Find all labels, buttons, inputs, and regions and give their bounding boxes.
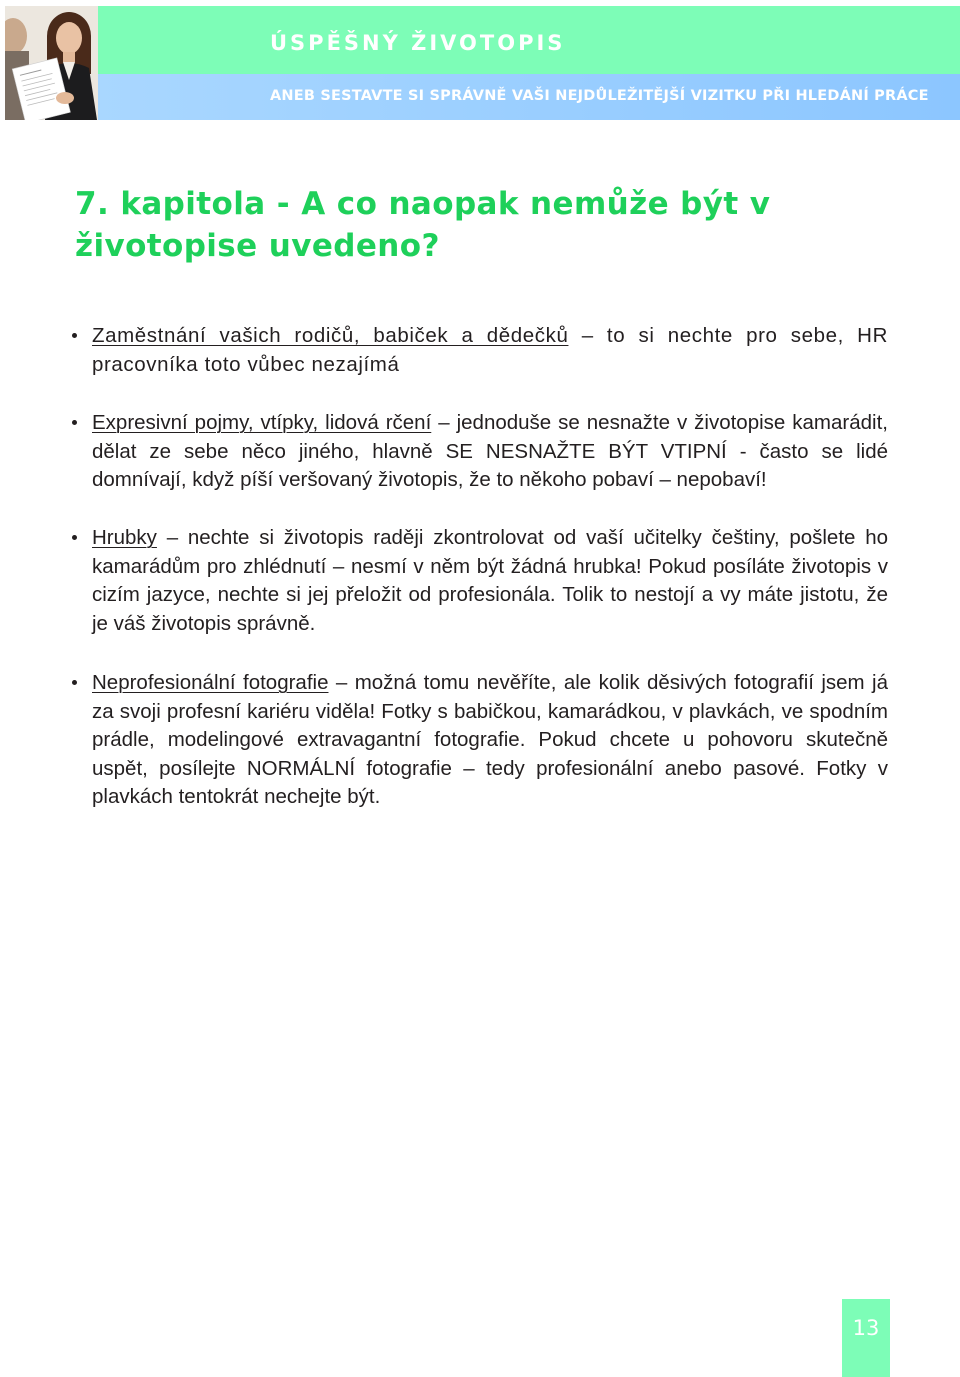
bullet-dot bbox=[72, 333, 77, 338]
bullet-dot bbox=[72, 680, 77, 685]
list-item-body: – jednoduše se nesnažte v životopise kamarádit, dělat ze sebe něco jiného, hlavně SE NESNAŽTE BÝT VTIPNÍ - často se lidé domnívají, když píší veršovaný životopis, že to někoho pobaví – nepobaví! bbox=[92, 411, 888, 492]
header-subtitle: ANEB SESTAVTE SI SPRÁVNĚ VAŠI NEJDŮLEŽITĚJŠÍ VIZITKU PŘI HLEDÁNÍ PRÁCE bbox=[270, 88, 929, 104]
list-item-lead: Hrubky bbox=[92, 526, 157, 549]
list-item-text bbox=[92, 524, 888, 638]
list-item bbox=[92, 322, 888, 379]
header-title: ÚSPĚŠNÝ ŽIVOTOPIS bbox=[270, 31, 566, 55]
chapter-title: 7. kapitola - A co naopak nemůže být v životopise uvedeno? bbox=[75, 186, 771, 264]
header-photo-interview bbox=[5, 6, 98, 120]
list-item-lead: Neprofesionální fotografie bbox=[92, 671, 329, 694]
list-item-lead: Zaměstnání vašich rodičů, babiček a dědečků bbox=[92, 324, 569, 347]
page-number-badge bbox=[842, 1299, 890, 1377]
list-item bbox=[92, 669, 888, 812]
list-item-lead: Expresivní pojmy, vtípky, lidová rčení bbox=[92, 411, 432, 434]
list-item-body: – to si nechte pro sebe, HR pracovníka toto vůbec nezajímá bbox=[92, 324, 888, 376]
list-item-text bbox=[92, 322, 888, 379]
list-item bbox=[92, 409, 888, 495]
list-item-text bbox=[92, 669, 888, 812]
page-number: 13 bbox=[852, 1316, 880, 1340]
interview-photo-illustration bbox=[5, 6, 98, 120]
bullet-dot bbox=[72, 535, 77, 540]
bullet-dot bbox=[72, 420, 77, 425]
list-item-text bbox=[92, 409, 888, 495]
list-item bbox=[92, 524, 888, 638]
list-item-body: – nechte si životopis raději zkontrolovat od vaší učitelky češtiny, pošlete ho kamarádům pro zhlédnutí – nesmí v něm být žádná hrubka! Pokud posíláte životopis v cizím jazyce, nechte si jej přeložit od profesionála. Tolik to nestojí a vy máte jistotu, že je váš životopis správně. bbox=[92, 526, 888, 635]
list-item-body: – možná tomu nevěříte, ale kolik děsivých fotografií jsem já za svoji profesní kariéru viděla! Fotky s babičkou, kamarádkou, v plavkách, ve spodním prádle, modelingové extravagantní fotografie. Pokud chcete u pohovoru skutečně uspět, posílejte NORMÁLNÍ fotografie – tedy profesionální anebo pasové. Fotky v plavkách tentokrát nechejte být. bbox=[92, 671, 889, 809]
